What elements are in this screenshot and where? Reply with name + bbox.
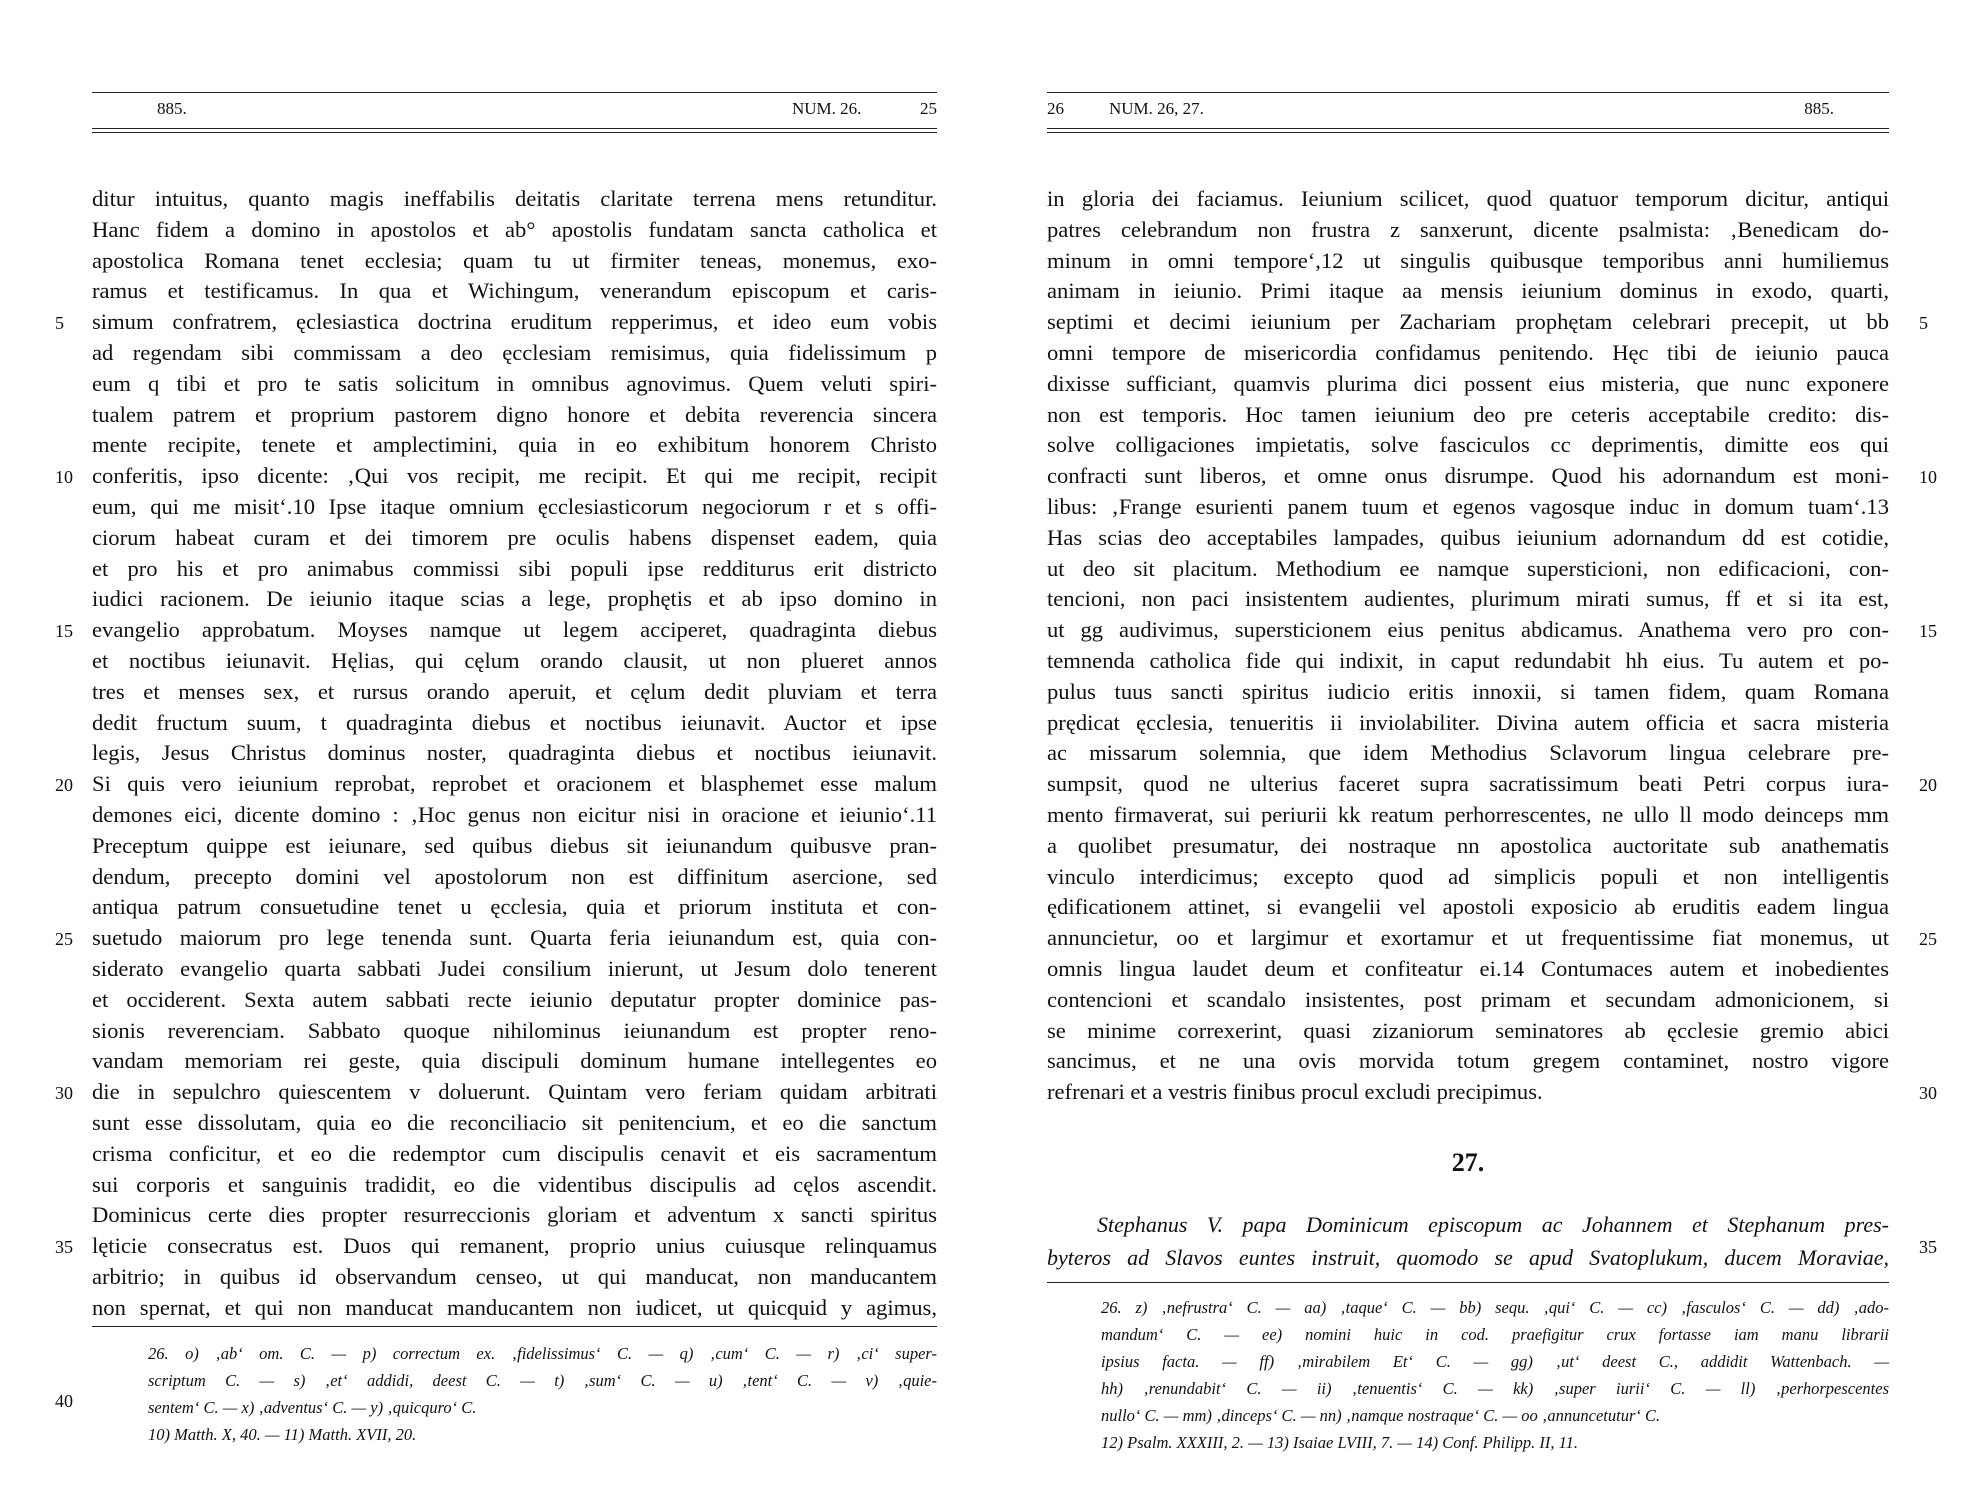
regest-line: byteros ad Slavos euntes instruit, quomodo se apud Svatoplukum, ducem Moraviae, (1047, 1245, 1889, 1270)
line-number: 30 (55, 1083, 73, 1104)
text-line: ciorum habeat curam et dei timorem pre oculis habens dispenset eadem, quia (92, 524, 937, 550)
text-line: tres et menses sex, et rursus orando aperuit, et cęlum dedit pluviam et terra (92, 678, 937, 704)
text-line: suetudo maiorum pro lege tenenda sunt. Quarta feria ieiunandum est, quia con- (92, 925, 937, 951)
text-line: confracti sunt liberos, et omne onus disrumpe. Quod his adornandum est moni- (1047, 463, 1889, 489)
text-line: ditur intuitus, quanto magis ineffabilis deitatis claritate terrena mens retunditur. (92, 186, 937, 211)
text-line: antiqua patrum consuetudine tenet u ęcclesia, quia et priorum instituta et con- (92, 894, 937, 920)
text-line: et pro his et pro animabus commissi sibi populi ipse redditurus erit districto (92, 555, 937, 581)
text-line: a quolibet presumatur, dei nostraque nn apostolica auctoritate sub anathematis (1047, 832, 1889, 858)
footnote-line: hh) ‚renundabit‘ C. — ii) ‚tenuentis‘ C. — kk) ‚super iurii‘ C. — ll) ‚perhorpescentes (1101, 1379, 1889, 1398)
text-line: simum confratrem, ęclesiastica doctrina eruditum repperimus, et ideo eum vobis (92, 309, 937, 335)
text-line: non est temporis. Hoc tamen ieiunium deo pre ceteris acceptabile credito: dis- (1047, 401, 1889, 427)
text-line: et noctibus ieiunavit. Hęlias, qui cęlum orando clausit, ut non plueret annos (92, 647, 937, 673)
document-regest (1047, 1208, 1889, 1274)
text-line: pulus tuus sancti spiritus iudicio eritis innoxii, si tamen fidem, quam Romana (1047, 678, 1889, 704)
text-line: Has scias deo acceptabiles lampades, quibus ieiunium adornandum dd est cotidie, (1047, 524, 1889, 550)
text-line: ac missarum solemnia, que idem Methodius Sclavorum lingua celebrare pre- (1047, 740, 1889, 766)
right-footnotes (1101, 1294, 1889, 1456)
text-line: minum in omni tempore‘,12 ut singulis quibusque temporibus anni humiliemus (1047, 247, 1889, 273)
left-header-right: 25 (920, 99, 937, 118)
text-line: sunt esse dissolutam, quia eo die reconciliacio sit penitencium, et eo die sanctum (92, 1109, 937, 1135)
line-number: 30 (1919, 1083, 1937, 1104)
left-body-text (92, 184, 937, 1323)
text-line: ad regendam sibi commissam a deo ęcclesiam remisimus, quia fidelissimum p (92, 339, 937, 365)
text-line: eum q tibi et pro te satis solicitum in omnibus agnovimus. Quem veluti spiri- (92, 370, 937, 396)
right-running-header (1047, 92, 1889, 133)
text-line: sionis reverenciam. Sabbato quoque nihilominus ieiunandum est propter reno- (92, 1017, 937, 1043)
text-line: sancimus, et ne una ovis morvida totum gregem contaminet, nostro vigore (1047, 1048, 1889, 1074)
text-line: sui corporis et sanguinis tradidit, eo die videntibus discipulis ad cęlos ascendit. (92, 1171, 937, 1197)
line-number: 40 (55, 1391, 73, 1412)
text-line: refrenari et a vestris finibus procul excludi precipimus. (1047, 1079, 1543, 1105)
text-line: mente recipite, tenete et amplectimini, quia in eo exhibitum honorem Christo (92, 432, 937, 458)
line-number: 20 (1919, 775, 1937, 796)
right-header-left: 26 (1047, 99, 1064, 118)
text-line: prędicat ęcclesia, tenueritis ii inviolabiliter. Divina autem officia et sacra misteria (1047, 709, 1889, 735)
text-line: solve colligaciones impietatis, solve fasciculos cc deprimentis, dimitte eos qui (1047, 432, 1889, 458)
document-number: 27. (1451, 1148, 1485, 1177)
text-line: siderato evangelio quarta sabbati Judei consilium inierunt, ut Jesum dolo tenerent (92, 955, 937, 981)
text-line: animam in ieiunio. Primi itaque aa mensis ieiunium dominus in exodo, quarti, (1047, 278, 1889, 304)
text-line: Preceptum quippe est ieiunare, sed quibus diebus sit ieiunandum quibusve pran- (92, 832, 937, 858)
text-line: omni tempore de misericordia confidamus penitendo. Hęc tibi de ieiunio pauca (1047, 339, 1889, 365)
text-line: lęticie consecratus est. Duos qui remanent, proprio unius cuiusque relinquamus (92, 1233, 937, 1259)
text-line: in gloria dei faciamus. Ieiunium scilicet, quod quatuor temporum dicitur, antiqui (1047, 186, 1889, 211)
text-line: die in sepulchro quiescentem v doluerunt. Quintam vero feriam quidam arbitrati (92, 1079, 937, 1105)
right-footnote-rule (1047, 1282, 1889, 1283)
line-number: 35 (55, 1237, 73, 1258)
line-number: 5 (55, 313, 64, 334)
text-line: et occiderent. Sexta autem sabbati recte ieiunio deputatur propter dominice pas- (92, 986, 937, 1012)
text-line: Si quis vero ieiunium reprobat, reprobet et oracionem et blasphemet esse malum (92, 771, 937, 797)
text-line: arbitrio; in quibus id observandum censeo, ut qui manducat, non manducantem (92, 1263, 937, 1289)
right-body-text (1047, 184, 1889, 1108)
right-page (989, 0, 1978, 1500)
regest-line: Stephanus V. papa Dominicum episcopum ac Johannem et Stephanum pres- (1097, 1212, 1889, 1237)
text-line: demones eici, dicente domino : ‚Hoc genus non eicitur nisi in oracione et ieiunio‘.11 (92, 801, 937, 827)
left-footnote-rule (92, 1326, 937, 1327)
text-line: tualem patrem et proprium pastorem digno honore et debita reverencia sincera (92, 401, 937, 427)
text-line: ut deo sit placitum. Methodium ee namque supersticioni, non edificacioni, con- (1047, 555, 1889, 581)
text-line: vandam memoriam rei geste, quia discipuli dominum humane intellegentes eo (92, 1048, 937, 1074)
footnote-line: sentem‘ C. — x) ‚adventus‘ C. — y) ‚quicquro‘ C. (148, 1398, 477, 1417)
footnote-line: scriptum C. — s) ‚et‘ addidi, deest C. — t) ‚sum‘ C. — u) ‚tent‘ C. — v) ‚quie- (148, 1371, 937, 1390)
footnote-line: mandum‘ C. — ee) nomini huic in cod. praefigitur crux fortasse iam manu librarii (1101, 1325, 1889, 1344)
text-line: ędificationem attinet, si evangelii vel apostoli exposicio ab eruditis eadem lingua (1047, 894, 1889, 920)
text-line: eum, qui me misit‘.10 Ipse itaque omnium ęcclesiasticorum negociorum r et s offi- (92, 493, 937, 519)
text-line: non spernat, et qui non manducat manducantem non iudicet, ut quicquid y agimus, (92, 1294, 937, 1320)
text-line: dendum, precepto domini vel apostolorum non est diffinitum asercione, sed (92, 863, 937, 889)
text-line: temnenda catholica fide qui indixit, in caput redundabit hh eius. Tu autem et po- (1047, 647, 1889, 673)
footnote-line: 10) Matth. X, 40. — 11) Matth. XVII, 20. (148, 1425, 417, 1444)
text-line: mento firmaverat, sui periurii kk reatum perhorrescentes, ne ullo ll modo deinceps mm (1047, 801, 1889, 827)
text-line: tencioni, non paci insistentem audientes, plurimum mirati sumus, ff et si ita est, (1047, 586, 1889, 612)
right-header-center: NUM. 26, 27. (1109, 99, 1204, 118)
footnote-line: 26. o) ‚ab‘ om. C. — p) correctum ex. ‚fidelissimus‘ C. — q) ‚cum‘ C. — r) ‚ci‘ super- (148, 1344, 937, 1363)
line-number: 15 (1919, 621, 1937, 642)
text-line: conferitis, ipso dicente: ‚Qui vos recipit, me recipit. Et qui me recipit, recipit (92, 463, 937, 489)
text-line: vinculo interdicimus; excepto quod ad simplicis populi et non intelligentis (1047, 863, 1889, 889)
text-line: ut gg audivimus, supersticionem eius penitus abdicamus. Anathema vero pro con- (1047, 617, 1889, 643)
left-footnotes (148, 1340, 937, 1448)
text-line: libus: ‚Frange esurienti panem tuum et egenos vagosque induc in domum tuam‘.13 (1047, 493, 1889, 519)
left-header-left: 885. (157, 99, 187, 118)
footnote-line: 26. z) ‚nefrustra‘ C. — aa) ‚taque‘ C. — bb) sequ. ‚qui‘ C. — cc) ‚fasculos‘ C. — dd) ‚ado- (1101, 1298, 1889, 1317)
text-line: ramus et testificamus. In qua et Wichingum, venerandum episcopum et caris- (92, 278, 937, 304)
text-line: omnis lingua laudet deum et confiteatur ei.14 Contumaces autem et inobedientes (1047, 955, 1889, 981)
left-running-header (92, 92, 937, 133)
line-number: 10 (1919, 467, 1937, 488)
text-line: evangelio approbatum. Moyses namque ut legem acciperet, quadraginta diebus (92, 617, 937, 643)
text-line: septimi et decimi ieiunium per Zachariam prophętam celebrari precepit, ut bb (1047, 309, 1889, 335)
text-line: Hanc fidem a domino in apostolos et ab° apostolis fundatam sancta catholica et (92, 216, 937, 242)
text-line: dedit fructum suum, t quadraginta diebus et noctibus ieiunavit. Auctor et ipse (92, 709, 937, 735)
text-line: contencioni et scandalo insistentes, post primam et secundam admonicionem, si (1047, 986, 1889, 1012)
line-number: 35 (1919, 1237, 1937, 1258)
line-number: 25 (55, 929, 73, 950)
footnote-line: 12) Psalm. XXXIII, 2. — 13) Isaiae LVIII, 7. — 14) Conf. Philipp. II, 11. (1101, 1433, 1579, 1452)
line-number: 10 (55, 467, 73, 488)
text-line: sumpsit, quod ne ulterius faceret supra sacratissimum beati Petri corpus iura- (1047, 771, 1889, 797)
text-line: Dominicus certe dies propter resurreccionis gloriam et adventum x sancti spiritus (92, 1202, 937, 1228)
right-header-right: 885. (1804, 99, 1834, 118)
text-line: dixisse sufficiant, quamvis plurima dici possent eius misteria, que nunc exponere (1047, 370, 1889, 396)
text-line: patres celebrandum non frustra z sanxerunt, dicente psalmista: ‚Benedicam do- (1047, 216, 1889, 242)
text-line: annuncietur, oo et largimur et exortamur et ut frequentissime fiat monemus, ut (1047, 925, 1889, 951)
line-number: 5 (1919, 313, 1928, 334)
line-number: 20 (55, 775, 73, 796)
line-number: 15 (55, 621, 73, 642)
left-header-center: NUM. 26. (792, 99, 862, 118)
text-line: se minime correxerint, quasi zizaniorum seminatores ab ęcclesie gremio abici (1047, 1017, 1889, 1043)
text-line: crisma conficitur, et eo die redemptor cum discipulis cenavit et eis sacramentum (92, 1140, 937, 1166)
text-line: iudici racionem. De ieiunio itaque scias a lege, prophętis et ab ipso domino in (92, 586, 937, 612)
text-line: legis, Jesus Christus dominus noster, quadraginta diebus et noctibus ieiunavit. (92, 740, 937, 766)
footnote-line: nullo‘ C. — mm) ‚dinceps‘ C. — nn) ‚namque nostraque‘ C. — oo ‚annuncetutur‘ C. (1101, 1406, 1661, 1425)
line-number: 25 (1919, 929, 1937, 950)
text-line: apostolica Romana tenet ecclesia; quam tu ut firmiter teneas, monemus, exo- (92, 247, 937, 273)
footnote-line: ipsius facta. — ff) ‚mirabilem Et‘ C. — gg) ‚ut‘ deest C., addidit Wattenbach. — (1101, 1352, 1889, 1371)
